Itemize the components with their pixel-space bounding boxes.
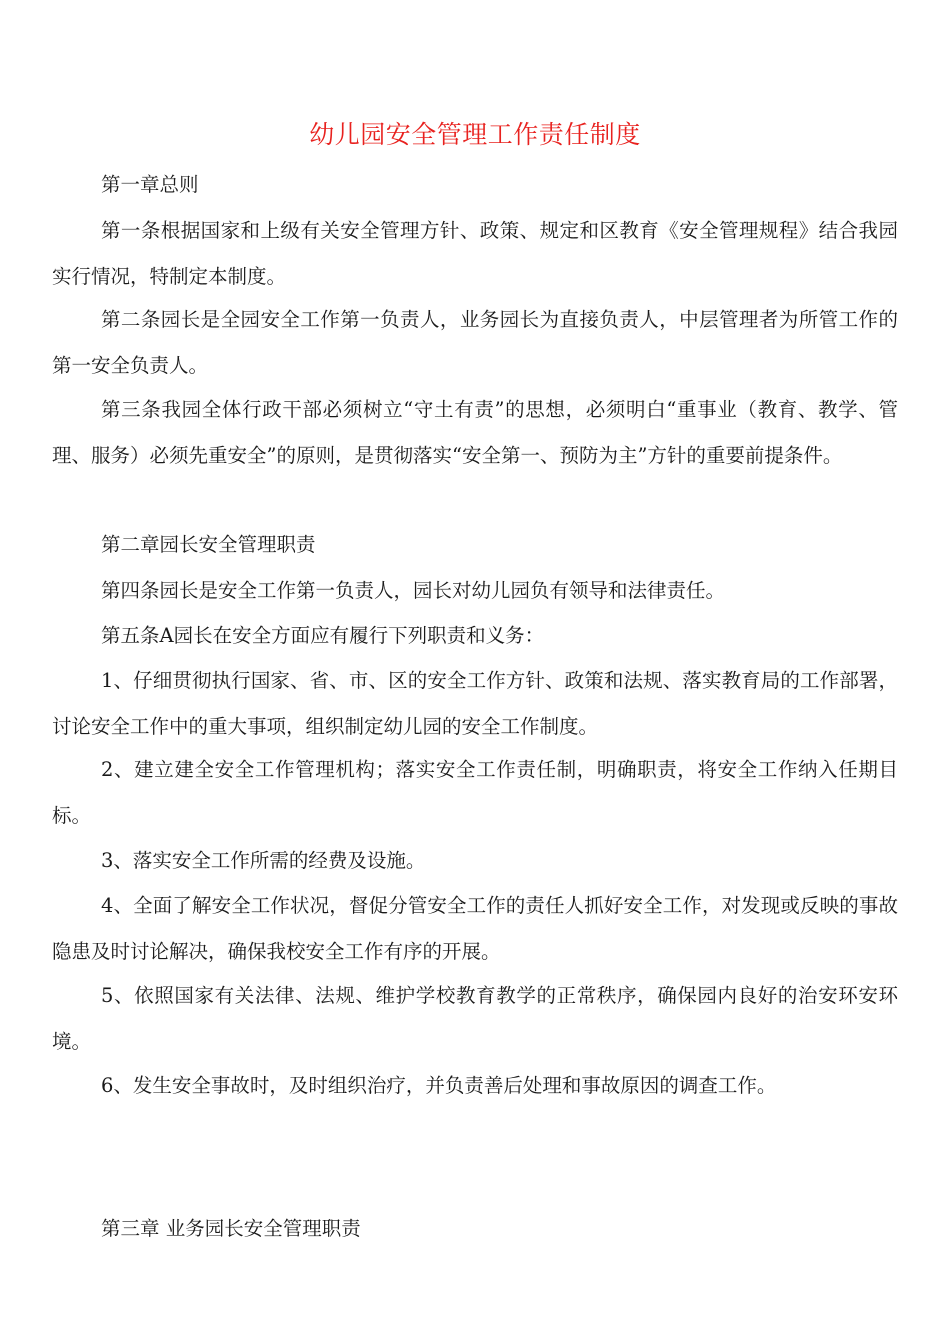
duty-item-4: 4、全面了解安全工作状况，督促分管安全工作的责任人抓好安全工作，对发现或反映的事故隐患及时讨论解决，确保我校安全工作有序的开展。 (52, 894, 898, 963)
duty-item-2: 2、建立建全安全工作管理机构；落实安全工作责任制，明确职责，将安全工作纳入任期目标。 (52, 758, 898, 827)
duty-item-1: 1、仔细贯彻执行国家、省、市、区的安全工作方针、政策和法规、落实教育局的工作部署，讨论安全工作中的重大事项，组织制定幼儿园的安全工作制度。 (52, 669, 898, 738)
chapter-heading-3: 第三章 业务园长安全管理职责 (101, 1217, 361, 1240)
article-4: 第四条园长是安全工作第一负责人，园长对幼儿园负有领导和法律责任。 (101, 579, 726, 602)
article-2: 第二条园长是全园安全工作第一负责人，业务园长为直接负责人，中层管理者为所管工作的第一安全负责人。 (52, 308, 898, 377)
duty-item-6: 6、发生安全事故时，及时组织治疗，并负责善后处理和事故原因的调查工作。 (101, 1074, 777, 1097)
article-5: 第五条A园长在安全方面应有履行下列职责和义务： (101, 624, 545, 647)
duty-item-3: 3、落实安全工作所需的经费及设施。 (101, 849, 426, 872)
article-1: 第一条根据国家和上级有关安全管理方针、政策、规定和区教育《安全管理规程》结合我园实行情况，特制定本制度。 (52, 219, 898, 288)
duty-item-5: 5、依照国家有关法律、法规、维护学校教育教学的正常秩序，确保园内良好的治安环安环境。 (52, 984, 898, 1053)
article-3: 第三条我园全体行政干部必须树立“守土有责”的思想，必须明白“重事业（教育、教学、管理、服务）必须先重安全”的原则，是贯彻落实“安全第一、预防为主”方针的重要前提条件。 (52, 398, 898, 467)
document-title: 幼儿园安全管理工作责任制度 (309, 120, 641, 149)
chapter-heading-2: 第二章园长安全管理职责 (101, 533, 316, 556)
chapter-heading-1: 第一章总则 (101, 173, 199, 196)
